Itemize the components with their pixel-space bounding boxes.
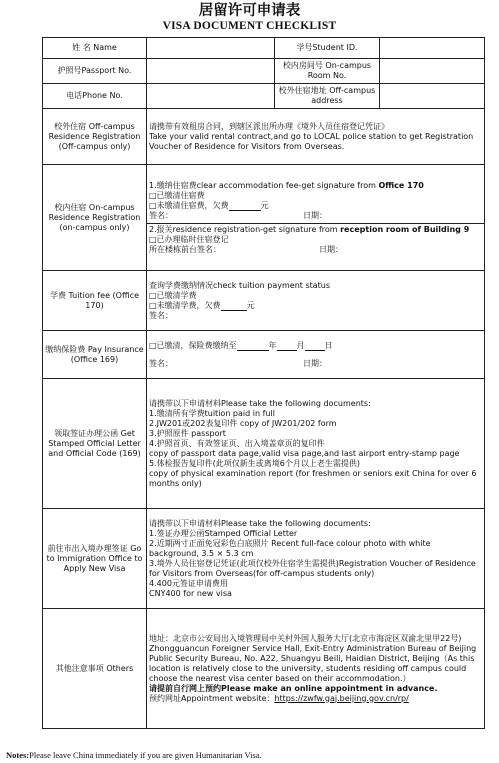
accommodation-arrears-field[interactable] — [229, 202, 261, 211]
notes-text: Please leave China immediately if you are given Humanitarian Visa. — [29, 750, 262, 760]
notes-label: Notes: — [6, 750, 30, 760]
address-en: Zhongguancun Foreigner Service Hall, Exit-Entry Administration Bureau of Beijing Public Security Bureau, No. A22, Shuangyu Beili, Haidian District, Beijing（As this location is relatively close to the university, students residing off campus could choose the nearest visa center based on their accommodation.） — [149, 643, 477, 683]
row-others — [43, 609, 485, 729]
temp-registration-checkbox[interactable]: □已办理临时住宿登记 — [149, 234, 229, 244]
tuition-yuan-text: 元 — [246, 300, 255, 310]
form-title-en: VISA DOCUMENT CHECKLIST — [162, 20, 337, 32]
row-offcampus-residence — [43, 109, 485, 165]
immigration-line: 请携带以下申请材料Please take the following documents: — [149, 518, 371, 528]
immigration-body — [147, 509, 485, 609]
office-170-text: Office 170 — [378, 180, 424, 190]
official-letter-body — [147, 379, 485, 509]
tuition-paid-checkbox[interactable]: □已缴清学费 — [149, 290, 197, 300]
phone-value-cell[interactable] — [147, 84, 275, 109]
insurance-day-text: 日 — [324, 340, 333, 350]
immigration-line: 2.近期两寸正面免冠彩色白底照片 Recent full-face colour photo with white background, 3.5 × 5.3 cm — [149, 538, 431, 558]
official-letter-label: 领取签证办理公函 Get Stamped Official Letter and Official Code (169) — [43, 379, 147, 509]
tuition-sign-label: 签名： — [149, 310, 173, 320]
others-body — [147, 609, 485, 729]
row-name — [43, 38, 485, 59]
insurance-body — [147, 331, 485, 379]
immigration-line: 3.境外人员住宿登记凭证(此项仅校外住宿学生需提供)Registration Voucher of Residence for Visitors from Overseas(for off-campus students only) — [149, 558, 476, 578]
insurance-label: 缴纳保险费 Pay Insurance (Office 169) — [43, 331, 147, 379]
immigration-line: 1.签证办理公函Stamped Official Letter — [149, 528, 298, 538]
insurance-sign-label: 签名： — [149, 358, 173, 368]
accommodation-paid-checkbox[interactable]: □已缴清住宿费 — [149, 190, 205, 200]
form-title-cn: 居留许可申请表 — [198, 3, 301, 19]
building-9-text: reception room of Building 9 — [340, 224, 470, 234]
accommodation-fee-text: 1.缴纳住宿费clear accommodation fee-get signature from — [149, 180, 379, 190]
immigration-line: CNY400 for new visa — [149, 588, 232, 598]
immigration-line: 4.400元签证申请费用 — [149, 578, 228, 588]
accommodation-unpaid-checkbox[interactable]: □未缴清住宿费，欠费 — [149, 200, 229, 210]
row-tuition — [43, 271, 485, 331]
row-official-letter — [43, 379, 485, 509]
letter-line: copy of passport data page,valid visa page,and last airport entry-stamp page — [149, 448, 460, 458]
insurance-day-field[interactable] — [305, 342, 325, 351]
name-label: 姓 名 Name — [43, 38, 147, 59]
tuition-arrears-field[interactable] — [221, 302, 247, 311]
row-insurance — [43, 331, 485, 379]
offcampus-text-cn: 请携带有效租房合同，到辖区派出所办理《境外人员住宿登记凭证》 — [149, 121, 389, 131]
name-value-cell[interactable] — [147, 38, 275, 59]
row-immigration — [43, 509, 485, 609]
student-id-label: 学号Student ID. — [275, 38, 380, 59]
room-no-value-cell[interactable] — [380, 59, 485, 84]
letter-line: 2.JW201或202表复印件 copy of JW201/202 form — [149, 418, 337, 428]
others-label: 其他注意事项 Others — [43, 609, 147, 729]
address-cn: 地址：北京市公安局出入境管理局中关村外国人服务大厅(北京市海淀区双渝北里甲22号) — [149, 633, 462, 643]
appointment-notice: 请提前自行网上预约Please make an online appointment in advance. — [149, 683, 438, 693]
letter-line: copy of physical examination report (for freshmen or seniors exit China for over 6 months only) — [149, 468, 477, 488]
row-passport — [43, 59, 485, 84]
insurance-date-label: 日期： — [303, 358, 327, 368]
insurance-paid-checkbox[interactable]: □已缴清，保险费缴纳至 — [149, 340, 237, 350]
letter-line: 4.护照首页、有效签证页、出入境盖章页的复印件 — [149, 438, 325, 448]
oncampus-residence-body — [147, 165, 485, 271]
tuition-label: 学费 Tuition fee (Office 170) — [43, 271, 147, 331]
letter-line: 1.缴清所有学费tuition paid in full — [149, 408, 275, 418]
offcampus-address-value-cell[interactable] — [380, 84, 485, 109]
room-no-label: 校内房间号 On-campus Room No. — [275, 59, 380, 84]
offcampus-residence-body — [147, 109, 485, 165]
front-desk-sign-label: 所在楼栋前台签名： — [149, 244, 221, 254]
offcampus-address-label: 校外住宿地址 Off-campus address — [275, 84, 380, 109]
letter-line: 3.护照原件 passport — [149, 428, 226, 438]
passport-value-cell[interactable] — [147, 59, 275, 84]
checklist-table — [42, 37, 485, 729]
phone-label: 电话Phone No. — [43, 84, 147, 109]
immigration-label: 前往市出入境办理签证 Go to Immigration Office to Apply New Visa — [43, 509, 147, 609]
letter-line: 5.体检报告复印件(此项仅新生或离境6个月以上老生需提供) — [149, 458, 360, 468]
oncampus-residence-label: 校内住宿 On-campus Residence Registration (on-campus only) — [43, 165, 147, 271]
offcampus-residence-label: 校外住宿 Off-campus Residence Registration (Off-campus only) — [43, 109, 147, 165]
notes — [6, 750, 262, 760]
front-desk-date-label: 日期： — [319, 244, 343, 254]
accommodation-sign-label: 签名： — [149, 210, 173, 220]
accommodation-date-label: 日期： — [303, 210, 327, 220]
tuition-check-text: 查询学费缴纳情况check tuition payment status — [149, 280, 331, 290]
insurance-year-text: 年 — [268, 340, 277, 350]
insurance-month-text: 月 — [296, 340, 305, 350]
letter-line: 请携带以下申请材料Please take the following documents: — [149, 398, 371, 408]
website-label: 预约网址Appointment website： — [149, 693, 275, 703]
tuition-unpaid-checkbox[interactable]: □未缴清学费，欠费 — [149, 300, 221, 310]
offcampus-text-en: Take your valid rental contract,and go to LOCAL police station to get Registration Voucher of Residence for Visitors from Overseas. — [149, 131, 474, 151]
student-id-value-cell[interactable] — [380, 38, 485, 59]
passport-label: 护照号Passport No. — [43, 59, 147, 84]
insurance-year-field[interactable] — [237, 342, 269, 351]
row-phone — [43, 84, 485, 109]
accommodation-yuan-text: 元 — [260, 200, 269, 210]
residence-registration-text: 2.报关residence registration-get signature from — [149, 224, 341, 234]
insurance-month-field[interactable] — [277, 342, 297, 351]
row-oncampus-residence — [43, 165, 485, 271]
appointment-website-link[interactable]: https://zwfw.gaj.beijing.gov.cn/rp/ — [274, 693, 409, 703]
tuition-body — [147, 271, 485, 331]
